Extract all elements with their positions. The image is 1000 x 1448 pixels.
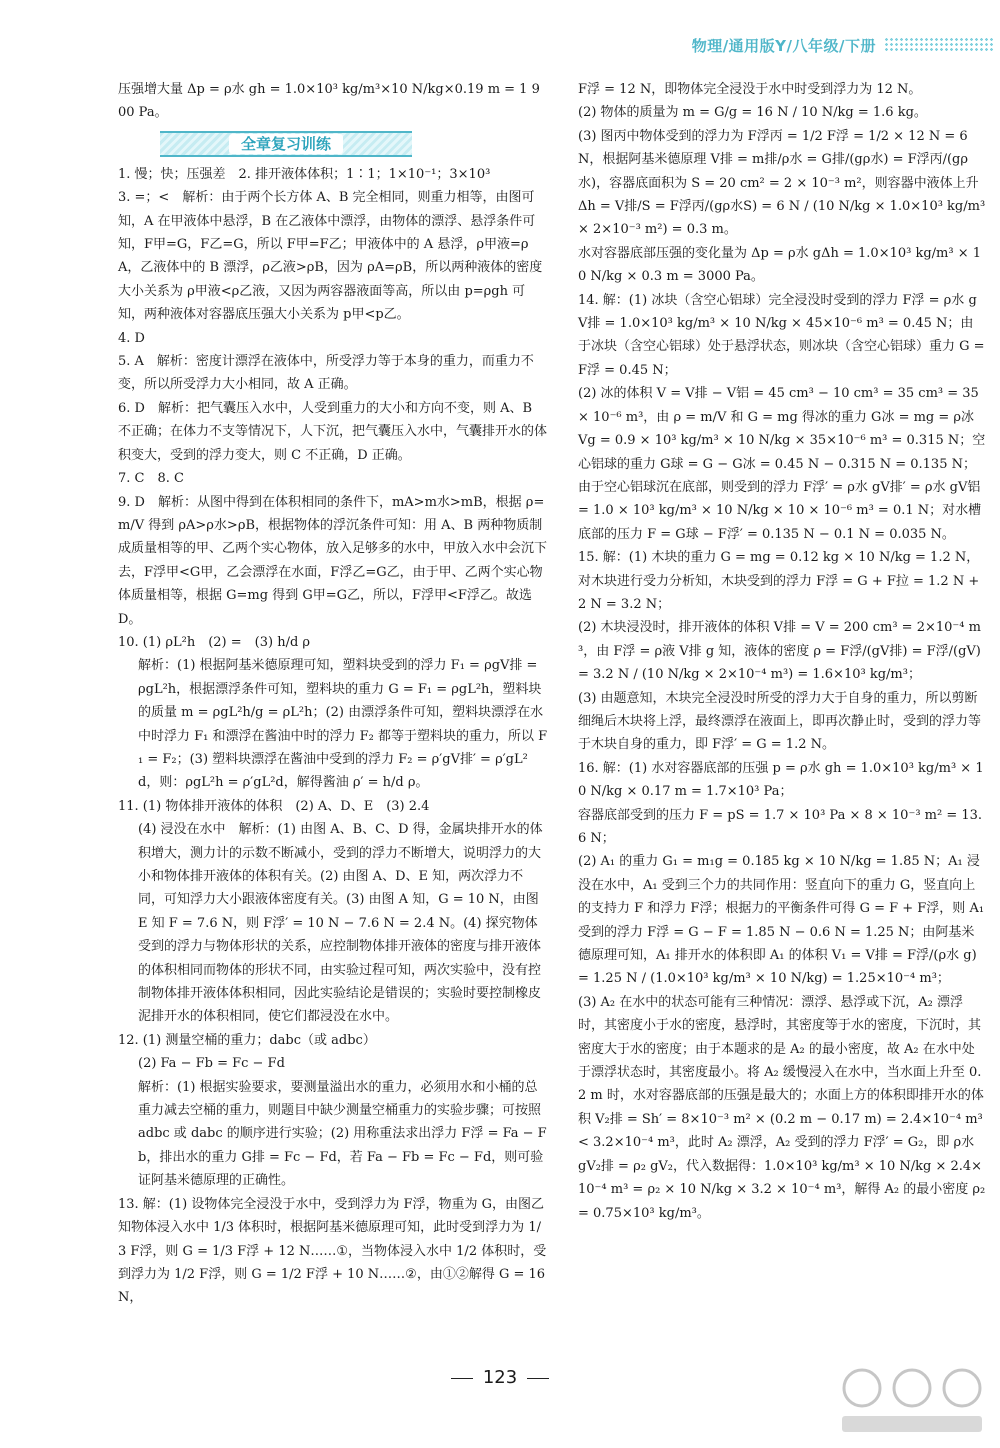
paragraph: (3) 由题意知，木块完全浸没时所受的浮力大于自身的重力，所以剪断细绳后木块将上浮，最终漂浮在液面上，即再次静止时，受到的浮力等于木块自身的重力，即 F浮′ = G = 1.2 N。: [578, 690, 982, 753]
left-column: [118, 78, 548, 1310]
answer-item: 9. D 解析：从图中得到在体积相同的条件下，mA>m水>mB，根据 ρ=m/V 得到 ρA>ρ水>ρB，根据物体的浮沉条件可知：用 A、B 两种物质制成质量相等的甲、乙两个实心物体，放入足够多的水中，甲放入水中会沉下去，F浮甲<G甲，乙会漂浮在水面，F浮乙=G乙，由于甲、乙两个实心物体质量相等，根据 G=mg 得到 G甲=G乙，所以，F浮甲<F浮乙。故选 D。: [118, 494, 548, 627]
paragraph: (2) 冰的体积 V = V排 − V铝 = 45 cm³ − 10 cm³ = 35 cm³ = 35 × 10⁻⁶ m³，由 ρ = m/V 和 G = mg 得冰的重力 G冰 = mg = ρ冰 Vg = 0.9 × 10³ kg/m³ × 10 N/kg × 35×10⁻⁶ m³ = 0.315 N；空心铝球的重力 G球 = G − G冰 = 0.45 N − 0.315 N = 0.135 N；由于空心铝球沉在底部，则受到的浮力 F浮′ = ρ水 gV排′ = ρ水 gV铝 = 1.0 × 10³ kg/m³ × 10 N/kg × 10 × 10⁻⁶ m³ = 0.1 N；对水槽底部的压力 F = G球 − F浮′ = 0.135 N − 0.1 N = 0.035 N。: [578, 386, 986, 542]
page-number-dash: [527, 1378, 549, 1379]
answer-item: 13. 解：(1) 设物体完全浸没于水中，受到浮力为 F浮，物重为 G，由图乙知物体浸入水中 1/3 体积时，根据阿基米德原理可知，此时受到浮力为 1/3 F浮，则 G = 1/3 F浮 + 12 N……①，当物体浸入水中 1/2 体积时，受到浮力为 1/2 F浮，则 G = 1/2 F浮 + 10 N……②，由①②解得 G = 16 N，: [118, 1196, 547, 1306]
answer-explanation: 解析：(1) 根据阿基米德原理可知，塑料块受到的浮力 F₁ = ρgV排 = ρgL²h，根据漂浮条件可知，塑料块的重力 G = F₁ = ρgL²h，塑料块的质量 m = ρgL²h/g = ρL²h；(2) 由漂浮条件可知，塑料块漂浮在水中时浮力 F₁ 和漂浮在酱油中时的浮力 F₂ 都等于塑料块的重力，所以 F₁ = F₂；(3) 塑料块漂浮在酱油中受到的浮力 F₂ = ρ′gV排′ = ρ′gL²d，则：ρgL²h = ρ′gL²d，解得酱油 ρ′ = h/d ρ。: [138, 658, 548, 791]
answer-explanation: 解析：(1) 根据实验要求，要测量溢出水的重力，必须用水和小桶的总重力减去空桶的重力，则题目中缺少测量空桶重力的实验步骤；可按照 adbc 或 dabc 的顺序进行实验；(2) 用称重法求出浮力 F浮 = Fa − Fb，排出水的重力 G排 = Fc − Fd，若 Fa − Fb = Fc − Fd，则可验证阿基米德原理的正确性。: [138, 1079, 547, 1189]
section-title: 全章复习训练: [229, 134, 343, 154]
answer-explanation: (4) 浸没在水中 解析：(1) 由图 A、B、C、D 得，金属块排开水的体积增大，测力计的示数不断减小，受到的浮力不断增大，说明浮力的大小和物体排开液体的体积有关。(2) 由图 A、D、E 知，两次浮力不同，可知浮力大小跟液体密度有关。(3) 由图 A 知，G = 10 N，由图 E 知 F = 7.6 N，则 F浮′ = 10 N − 7.6 N = 2.4 N。(4) 探究物体受到的浮力与物体形状的关系，应控制物体排开液体的密度与排开液体的体积相同而物体的形状不同，由实验过程可知，两次实验中，没有控制物体排开液体体积相同，因此实验结论是错误的；实验时要控制橡皮泥排开水的体积相同，使它们都浸没在水中。: [138, 822, 543, 1025]
section-banner: [160, 131, 412, 157]
paragraph: (2) A₁ 的重力 G₁ = m₁g = 0.185 kg × 10 N/kg = 1.85 N；A₁ 浸没在水中，A₁ 受到三个力的共同作用：竖直向下的重力 G，竖直向上的支持力 F 和浮力 F浮；根据力的平衡条件可得 G = F + F浮，则 A₁ 受到的浮力 F浮 = G − F = 1.85 N − 0.6 N = 1.25 N；由阿基米德原理可知，A₁ 排开水的体积即 A₁ 的体积 V₁ = V排 = F浮/(ρ水 g) = 1.25 N / (1.0×10³ kg/m³ × 10 N/kg) = 1.25×10⁻⁴ m³；: [578, 854, 985, 987]
paragraph: (3) A₂ 在水中的状态可能有三种情况：漂浮、悬浮或下沉，A₂ 漂浮时，其密度小于水的密度，悬浮时，其密度等于水的密度，下沉时，其密度大于水的密度；由于本题求的是 A₂ 的最小密度，故 A₂ 在水中处于漂浮状态时，其密度最小。将 A₂ 缓慢浸入在水中，当水面上升至 0.2 m 时，水对容器底部的压强是最大的；水面上方的体积即排开水的体积 V₂排 = Sh′ = 8×10⁻³ m² × (0.2 m − 0.17 m) = 2.4×10⁻⁴ m³ < 3.2×10⁻⁴ m³，此时 A₂ 漂浮，A₂ 受到的浮力 F浮′ = G₂，即 ρ水 gV₂排 = ρ₂ gV₂，代入数据得：1.0×10³ kg/m³ × 10 N/kg × 2.4×10⁻⁴ m³ = ρ₂ × 10 N/kg × 3.2 × 10⁻⁴ m³，解得 A₂ 的最小密度 ρ₂ = 0.75×10³ kg/m³。: [578, 994, 986, 1221]
page-number-dash: [451, 1378, 473, 1379]
answer-item: 3. =；< 解析：由于两个长方体 A、B 完全相同，则重力相等，由图可知，A 在甲液体中悬浮，B 在乙液体中漂浮，由物体的漂浮、悬浮条件可知，F甲=G，F乙=G，所以 F甲=F乙；甲液体中的 A 悬浮，ρ甲液=ρA，乙液体中的 B 漂浮，ρ乙液>ρB，因为 ρA=ρB，所以两种液体的密度大小关系为 ρ甲液<ρ乙液，又因为两容器液面等高，所以由 p=ρgh 可知，两种液体对容器底压强大小关系为 p甲<p乙。: [118, 190, 543, 323]
paragraph: 压强增大量 Δp = ρ水 gh = 1.0×10³ kg/m³×10 N/kg×0.19 m = 1 900 Pa。: [118, 82, 540, 121]
answer-item: 16. 解：(1) 水对容器底部的压强 p = ρ水 gh = 1.0×10³ kg/m³ × 10 N/kg × 0.17 m = 1.7×10³ Pa；: [578, 760, 984, 800]
paragraph: (2) 物体的质量为 m = G/g = 16 N / 10 N/kg = 1.6 kg。: [578, 105, 927, 121]
paragraph: (2) 木块浸没时，排开液体的体积 V排 = V = 200 cm³ = 2×10⁻⁴ m³，由 F浮 = ρ液 V排 g 知，液体的密度 ρ = F浮/(gV排) = F浮/(gV) = 3.2 N / (10 N/kg × 2×10⁻⁴ m³) = 1.6×10³ kg/m³；: [578, 620, 981, 683]
paragraph: F浮 = 12 N，即物体完全浸没于水中时受到浮力为 12 N。: [578, 82, 922, 97]
paragraph: 水对容器底部压强的变化量为 Δp = ρ水 gΔh = 1.0×10³ kg/m³ × 10 N/kg × 0.3 m = 3000 Pa。: [578, 245, 982, 285]
answer-item: (2) Fa − Fb = Fc − Fd: [138, 1056, 285, 1072]
answer-item: 6. D 解析：把气囊压入水中，人受到重力的大小和方向不变，则 A、B 不正确；在体力不支等情况下，人下沉，把气囊压入水中，气囊排开水的体积变大，受到的浮力变大，则 C 不正确，D 正确。: [118, 400, 548, 463]
page-header: [692, 32, 994, 58]
page-number-text: 123: [482, 1367, 518, 1388]
paragraph: 容器底部受到的压力 F = pS = 1.7 × 10³ Pa × 8 × 10⁻³ m² = 13.6 N；: [578, 807, 983, 846]
header-dots-decoration: [884, 37, 994, 53]
answer-item: 11. (1) 物体排开液体的体积 (2) A、D、E (3) 2.4: [118, 798, 430, 814]
paragraph: (3) 图丙中物体受到的浮力为 F浮丙 = 1/2 F浮 = 1/2 × 12 N = 6 N，根据阿基米德原理 V排 = m排/ρ水 = G排/(gρ水) = F浮丙/(gρ水)，容器底面积为 S = 20 cm² = 2 × 10⁻³ m²，则容器中液体上升 Δh = V排/S = F浮丙/(gρ水S) = 6 N / (10 N/kg × 1.0×10³ kg/m³ × 2×10⁻³ m²) = 0.3 m。: [578, 128, 986, 238]
answer-item: 10. (1) ρL²h (2) = (3) h/d ρ: [118, 634, 311, 650]
answer-item: 15. 解：(1) 木块的重力 G = mg = 0.12 kg × 10 N/kg = 1.2 N，对木块进行受力分析知，木块受到的浮力 F浮 = G + F拉 = 1.2 N + 2 N = 3.2 N；: [578, 550, 980, 612]
answer-item: 1. 慢；快；压强差 2. 排开液体体积；1∶1；1×10⁻¹；3×10³: [118, 166, 491, 182]
answer-item: 5. A 解析：密度计漂浮在液体中，所受浮力等于本身的重力，而重力不变，所以所受浮力大小相同，故 A 正确。: [118, 354, 534, 393]
answer-item: 14. 解：(1) 冰块（含空心铝球）完全浸没时受到的浮力 F浮 = ρ水 gV排 = 1.0×10³ kg/m³ × 10 N/kg × 45×10⁻⁶ m³ = 0.45 N；由于冰块（含空心铝球）处于悬浮状态，则冰块（含空心铝球）重力 G = F浮 = 0.45 N；: [578, 292, 985, 378]
answer-item: 4. D: [118, 330, 145, 346]
answer-item: 12. (1) 测量空桶的重力；dabc（或 adbc）: [118, 1032, 376, 1048]
right-column: [578, 78, 986, 1225]
watermark-logo-icon: [832, 1358, 992, 1438]
header-title: 物理/通用版Y/八年级/下册: [691, 36, 876, 55]
answer-item: 7. C 8. C: [118, 471, 184, 487]
